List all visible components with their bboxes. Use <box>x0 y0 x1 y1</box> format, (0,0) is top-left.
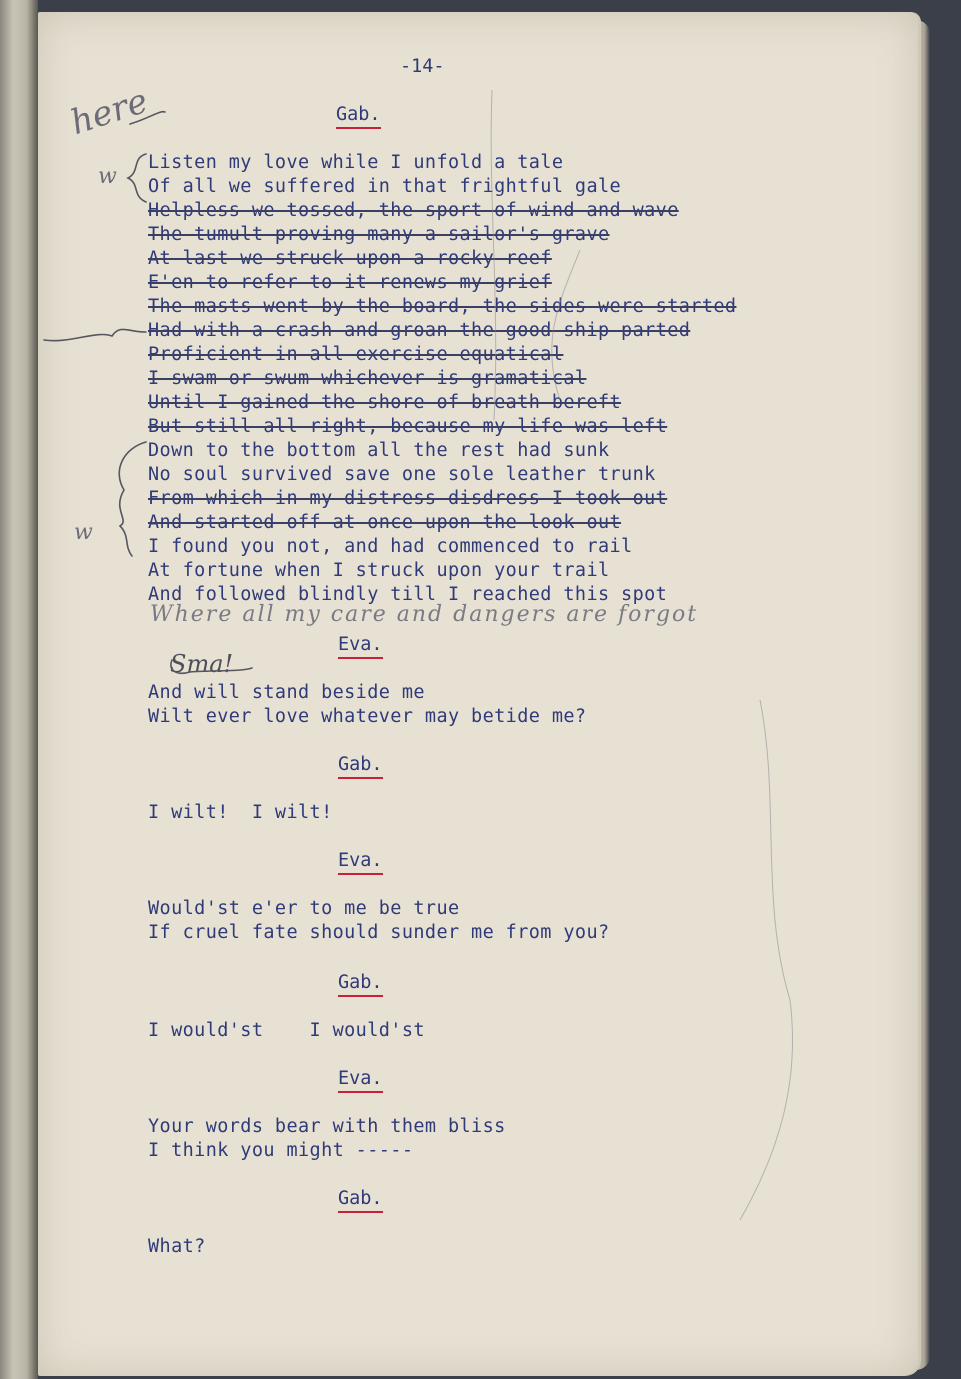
script-line: Wilt ever love whatever may betide me? <box>148 706 587 727</box>
script-line: And followed blindly till I reached this spot <box>148 584 668 605</box>
speaker-heading: Eva. <box>338 1068 383 1093</box>
script-line: I would'st I would'st <box>148 1020 425 1041</box>
struck-line: From which in my distress disdress I took out <box>148 488 668 509</box>
script-line: What? <box>148 1236 206 1257</box>
script-line: Your words bear with them bliss <box>148 1116 506 1137</box>
script-line: No soul survived save one sole leather trunk <box>148 464 656 485</box>
struck-line: Until I gained the shore of breath bereft <box>148 392 622 413</box>
book-spine <box>0 0 38 1379</box>
struck-line: And started off at once upon the look out <box>148 512 622 533</box>
handwritten-insertion: Sma! <box>170 650 234 678</box>
script-line: And will stand beside me <box>148 682 425 703</box>
handwritten-line: Where all my care and dangers are forgot <box>150 602 699 627</box>
speaker-heading: Gab. <box>338 1188 383 1213</box>
struck-line: The tumult proving many a sailor's grave <box>148 224 610 245</box>
speaker-heading: Gab. <box>338 754 383 779</box>
margin-note: w <box>74 520 93 545</box>
struck-line: At last we struck upon a rocky reef <box>148 248 552 269</box>
struck-line: I swam or swum whichever is gramatical <box>148 368 587 389</box>
script-line: I found you not, and had commenced to rail <box>148 536 633 557</box>
script-line: I think you might ----- <box>148 1140 414 1161</box>
speaker-heading: Eva. <box>338 850 383 875</box>
speaker-heading: Eva. <box>338 634 383 659</box>
margin-note: w <box>98 164 117 189</box>
speaker-heading: Gab. <box>336 104 381 129</box>
speaker-heading: Gab. <box>338 972 383 997</box>
struck-line: Helpless we tossed, the sport of wind and wave <box>148 200 679 221</box>
struck-line: Had with a crash and groan the good ship parted <box>148 320 691 341</box>
script-line: Listen my love while I unfold a tale <box>148 152 564 173</box>
script-line: Would'st e'er to me be true <box>148 898 460 919</box>
struck-line: The masts went by the board, the sides were started <box>148 296 737 317</box>
struck-line: Proficient in all exercise equatical <box>148 344 564 365</box>
script-line: I wilt! I wilt! <box>148 802 333 823</box>
struck-line: E'en to refer to it renews my grief <box>148 272 552 293</box>
script-line: At fortune when I struck upon your trail <box>148 560 610 581</box>
script-line: Down to the bottom all the rest had sunk <box>148 440 610 461</box>
script-line: If cruel fate should sunder me from you? <box>148 922 610 943</box>
script-line: Of all we suffered in that frightful gale <box>148 176 622 197</box>
struck-line: But still all right, because my life was left <box>148 416 668 437</box>
page-number: -14- <box>400 56 445 77</box>
margin-note-here: here <box>65 80 153 144</box>
